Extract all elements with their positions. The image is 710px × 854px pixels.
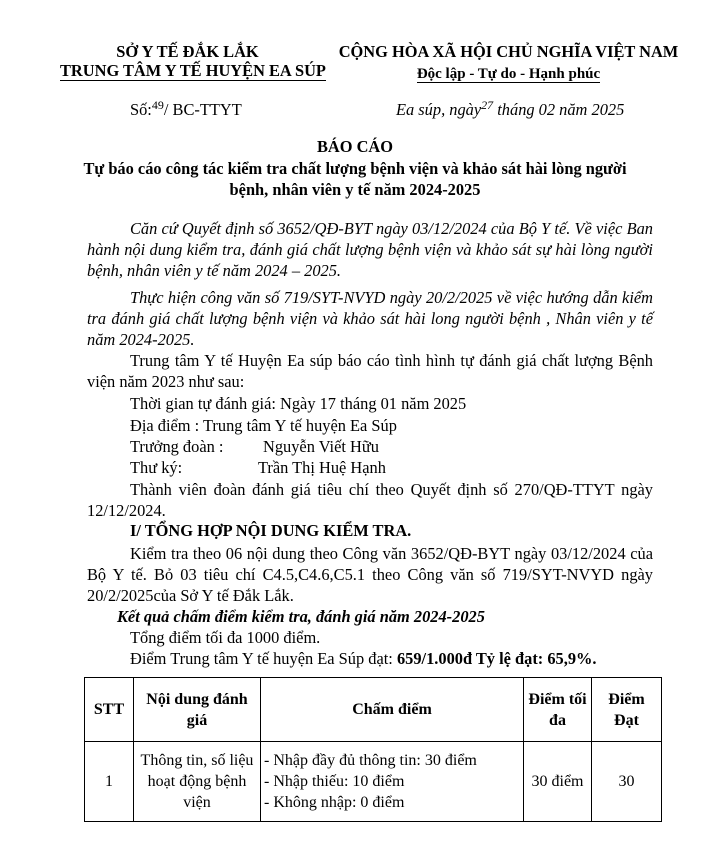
score-summary <box>130 648 597 669</box>
max-total: Tổng điểm tối đa 1000 điểm. <box>130 628 321 647</box>
motto-text: Độc lập - Tự do - Hạnh phúc <box>416 66 601 82</box>
paragraph-scope: Kiểm tra theo 06 nội dung theo Công văn 3652/QĐ-BYT ngày 03/12/2024 của Bộ Y tế. Bỏ 03 tiêu chí C4.5,C4.6,C5.1 theo Công văn số 719/SYT-NVYD ngày 20/2/2025của Sở Y tế Đắk Lắk. <box>87 544 653 605</box>
evaluation-table <box>84 677 662 822</box>
org-parent: SỞ Y TẾ ĐẮK LẮK <box>116 42 259 61</box>
result-heading: Kết quả chấm điểm kiểm tra, đánh giá năm 2024-2025 <box>117 607 485 626</box>
header-stt: STT <box>85 678 134 742</box>
secretary-name: Trần Thị Huệ Hạnh <box>258 458 386 477</box>
leader-label: Trưởng đoàn : <box>130 437 224 456</box>
row-stt: 1 <box>85 742 134 822</box>
report-subtitle-line2: bệnh, nhân viên y tế năm 2024-2025 <box>229 180 481 199</box>
evaluation-location: Địa điểm : Trung tâm Y tế huyện Ea Súp <box>130 416 397 435</box>
leader-name: Nguyễn Viết Hữu <box>263 437 379 456</box>
doc-date <box>396 98 624 120</box>
report-subtitle-line1: Tự báo cáo công tác kiểm tra chất lượng bệnh viện và khảo sát hài lòng người <box>83 159 627 178</box>
table-header-row <box>85 678 662 742</box>
secretary-label: Thư ký: <box>130 458 183 477</box>
org-name <box>60 61 325 81</box>
header-achieved: Điểm Đạt <box>592 678 662 742</box>
row-achieved: 30 <box>592 742 662 822</box>
table-row <box>85 742 662 822</box>
paragraph-members: Thành viên đoàn đánh giá tiêu chí theo Quyết định số 270/QĐ-TTYT ngày 12/12/2024. <box>87 480 653 520</box>
motto <box>336 63 681 83</box>
doc-number-value: 49 <box>151 98 164 112</box>
criteria-item: - Không nhập: 0 điểm <box>264 794 405 811</box>
date-day: 27 <box>481 98 494 112</box>
section-heading: I/ TỔNG HỢP NỘI DUNG KIỂM TRA. <box>130 521 412 540</box>
paragraph-legal-basis: Căn cứ Quyết định số 3652/QĐ-BYT ngày 03/12/2024 của Bộ Y tế. Về việc Ban hành nội dung kiểm tra, đánh giá chất lượng bệnh viện và khảo sát sự hài lòng người bệnh, nhân viên y tế năm 2024 – 2025. <box>87 219 653 280</box>
paragraph-intro: Trung tâm Y tế Huyện Ea súp báo cáo tình hình tự đánh giá chất lượng Bệnh viện năm 2023 như sau: <box>87 351 653 391</box>
header-content: Nội dung đánh giá <box>134 678 261 742</box>
row-criteria <box>261 742 524 822</box>
doc-number-suffix: / BC-TTYT <box>163 100 242 119</box>
evaluation-time: Thời gian tự đánh giá: Ngày 17 tháng 01 năm 2025 <box>130 394 467 413</box>
score-value: 659/1.000đ Tỷ lệ đạt: 65,9%. <box>396 649 597 668</box>
date-place: Ea súp, ngày <box>396 100 482 119</box>
date-rest: tháng 02 năm 2025 <box>497 100 625 119</box>
row-content: Thông tin, số liệu hoạt động bệnh viện <box>134 742 261 822</box>
paragraph-implementation: Thực hiện công văn số 719/SYT-NVYD ngày 20/2/2025 về việc hướng dẫn kiểm tra đánh giá chất lượng bệnh viện và khảo sát hài long người bệnh , Nhân viên y tế năm 2024-2025. <box>87 288 653 349</box>
criteria-item: - Nhập thiếu: 10 điểm <box>264 773 405 790</box>
report-title: BÁO CÁO <box>316 137 394 156</box>
row-max: 30 điểm <box>524 742 592 822</box>
doc-number-prefix: Số: <box>130 100 152 119</box>
org-name-text: TRUNG TÂM Y TẾ HUYỆN EA SÚP <box>60 61 326 80</box>
score-prefix: Điểm Trung tâm Y tế huyện Ea Súp đạt: <box>130 649 397 668</box>
criteria-item: - Nhập đầy đủ thông tin: 30 điểm <box>264 752 477 769</box>
header-max: Điểm tối đa <box>524 678 592 742</box>
country-name: CỘNG HÒA XÃ HỘI CHỦ NGHĨA VIỆT NAM <box>338 42 679 61</box>
header-scoring: Chấm điểm <box>261 678 524 742</box>
doc-number <box>130 98 242 120</box>
